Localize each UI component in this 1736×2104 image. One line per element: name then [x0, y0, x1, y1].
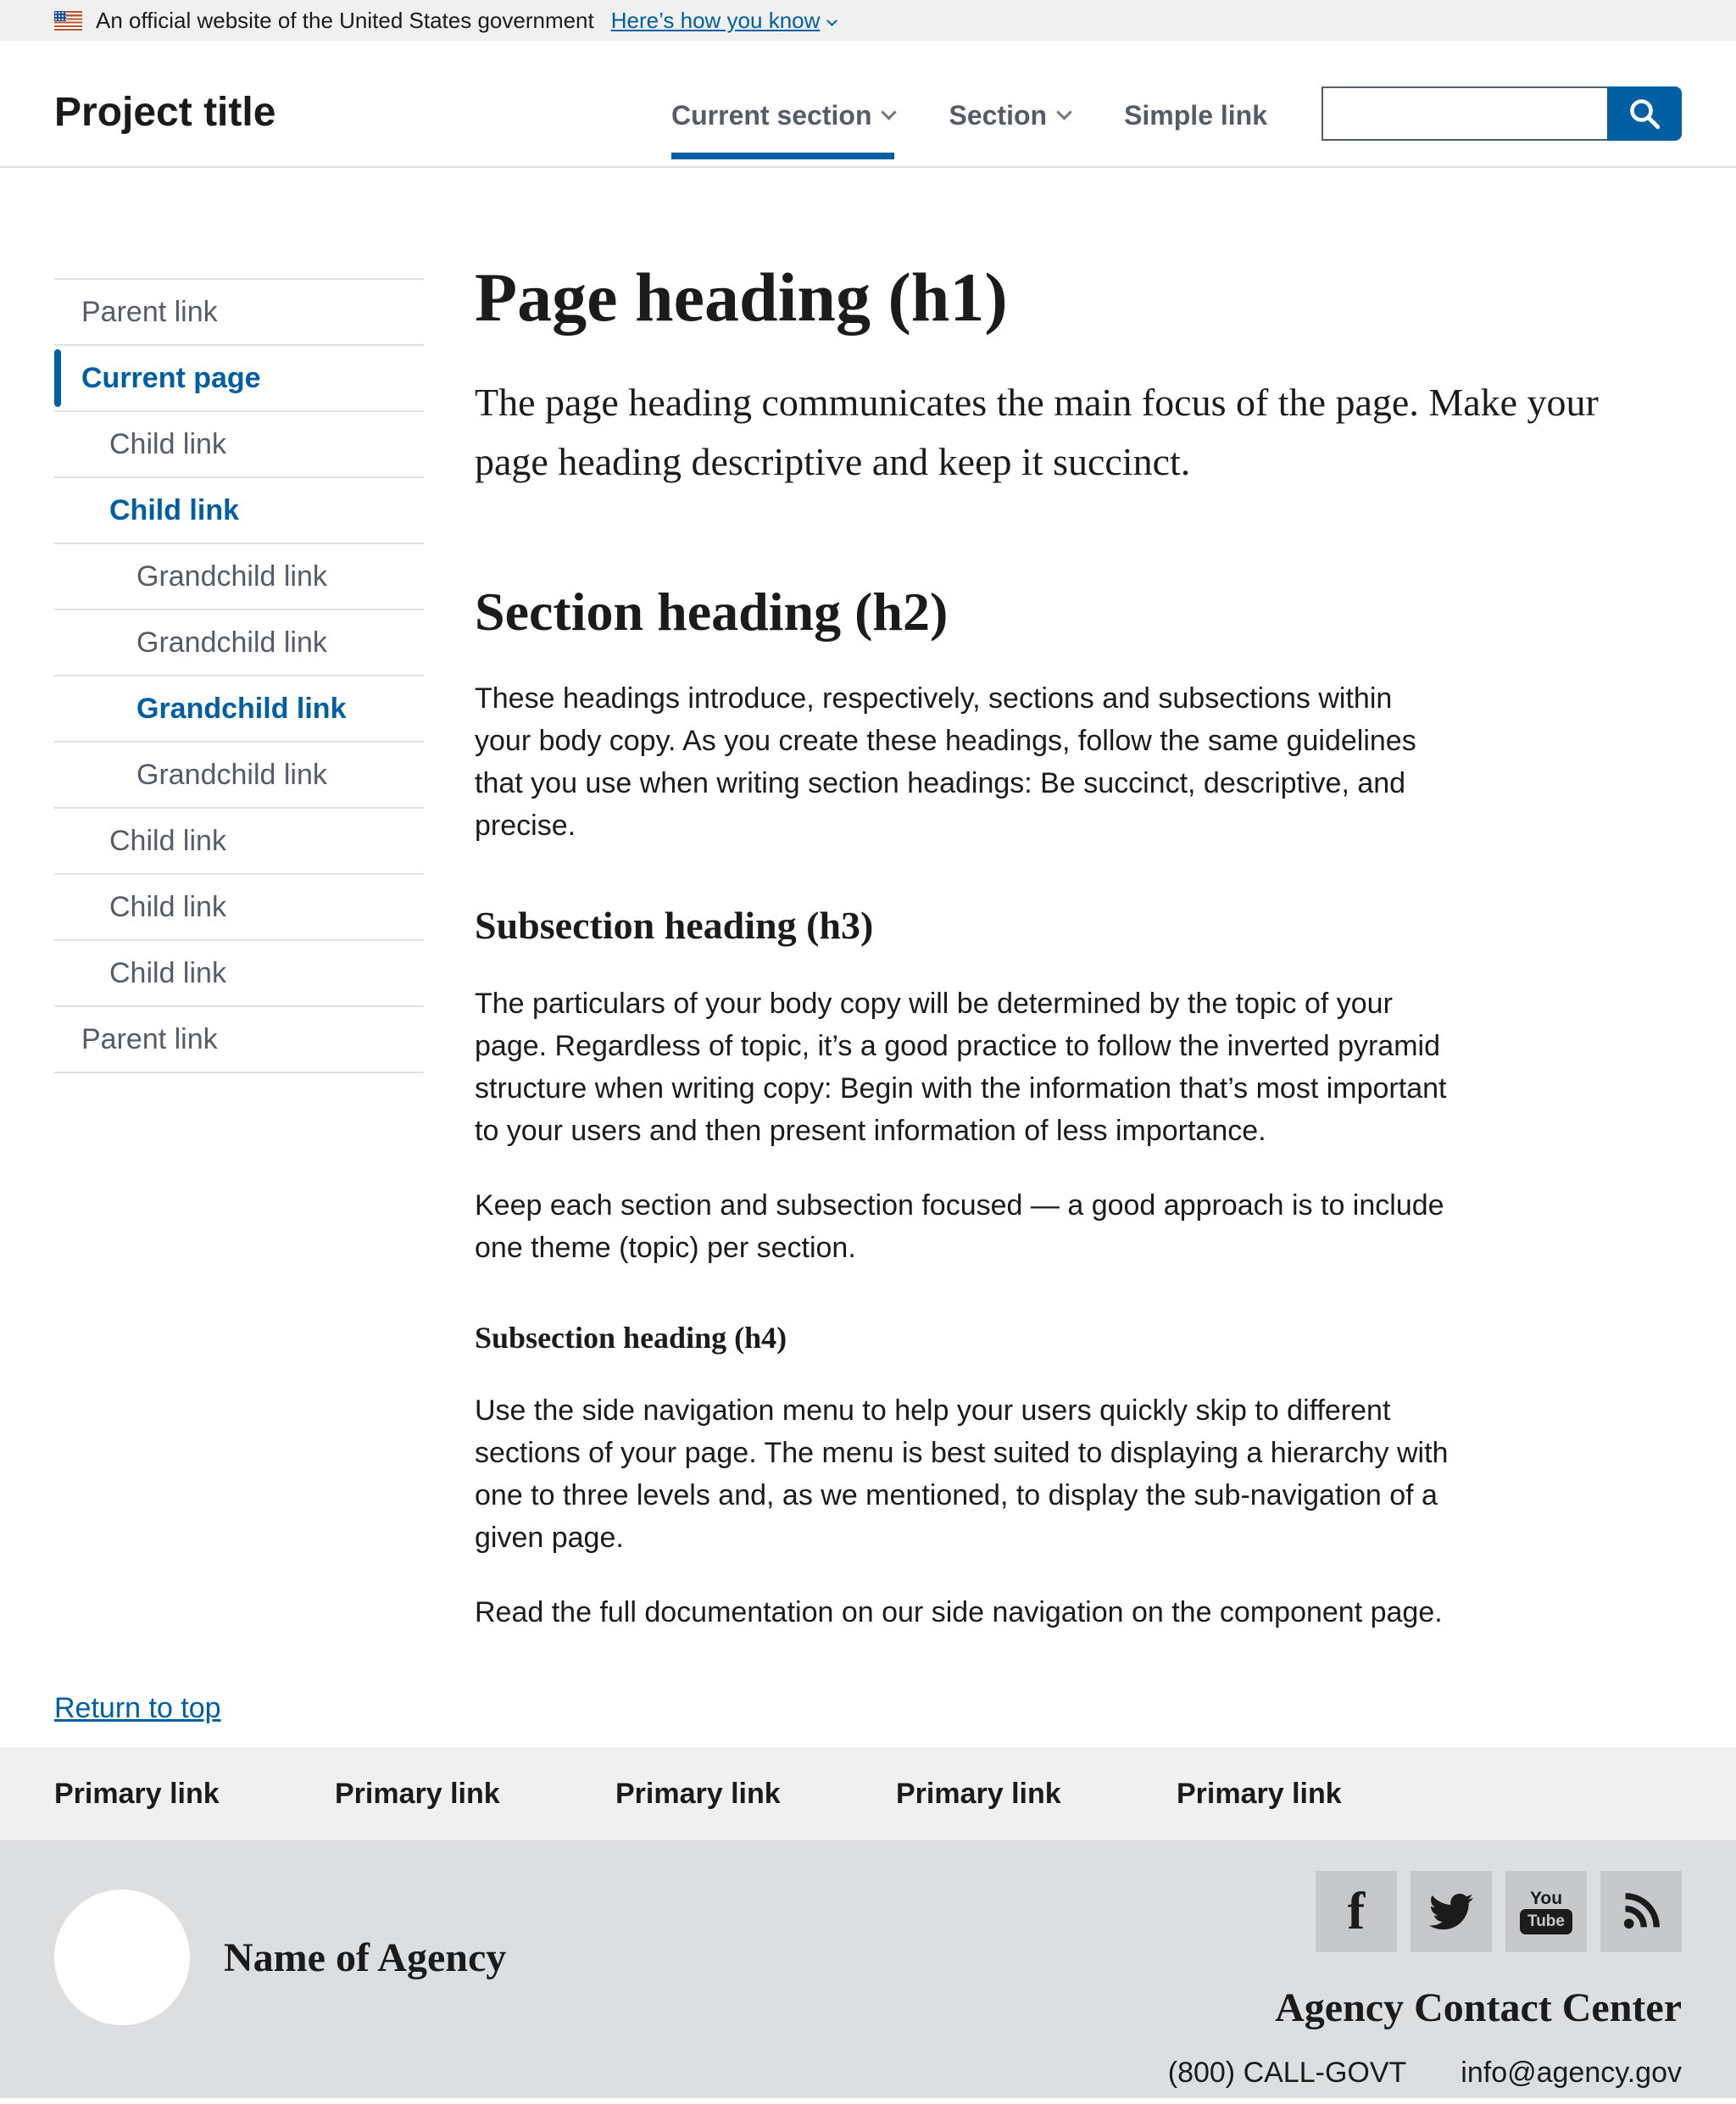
body-paragraph: Read the full documentation on our side navigation on the component page.: [475, 1596, 1443, 1629]
main-content: [475, 168, 1682, 1629]
sidenav-item: [54, 410, 424, 476]
sidenav-link-grandchild[interactable]: Grandchild link: [136, 759, 327, 791]
sidenav-link-parent[interactable]: Parent link: [81, 296, 218, 328]
gov-banner: [0, 0, 1736, 41]
return-to-top-wrap: [54, 1692, 1682, 1725]
chevron-down-icon: [882, 104, 897, 120]
site-footer: [0, 1747, 1736, 2098]
twitter-link[interactable]: [1410, 1871, 1492, 1952]
content-area: [0, 168, 1736, 1629]
youtube-icon: You Tube: [1520, 1890, 1572, 1934]
sidenav-link-child[interactable]: Child link: [109, 825, 226, 857]
search-button[interactable]: [1607, 86, 1682, 141]
nav-item-label: Current section: [671, 99, 872, 131]
youtube-link[interactable]: [1505, 1871, 1587, 1952]
banner-how-you-know-link[interactable]: Here’s how you know: [610, 7, 821, 33]
nav-item-label: Simple link: [1124, 99, 1267, 131]
lead-paragraph: The page heading communicates the main focus of the page. Make your page heading descriptive and keep it succinct.: [475, 381, 1599, 484]
facebook-link[interactable]: [1316, 1871, 1397, 1952]
sidenav-item: [54, 609, 424, 675]
footer-primary-link[interactable]: Primary link: [335, 1777, 500, 1810]
primary-nav: [671, 41, 1321, 166]
sidenav-link-parent[interactable]: Parent link: [81, 1023, 218, 1055]
body-paragraph: These headings introduce, respectively, sections and subsections within your body copy. As you create these headings, follow the same guidelines that you use when writing section headings: Be succinct, descriptive, and precise.: [475, 682, 1416, 843]
sidenav-item: [54, 741, 424, 807]
banner-text: An official website of the United States government: [96, 7, 594, 33]
search-input[interactable]: [1321, 86, 1607, 141]
page-heading-h1: Page heading (h1): [475, 259, 1008, 336]
contact-row: [1168, 2057, 1682, 2090]
sidenav-link-child-active[interactable]: Child link: [109, 494, 239, 526]
sidenav-item: [54, 939, 424, 1005]
return-to-top-link[interactable]: Return to top: [54, 1692, 221, 1724]
social-links: [1316, 1871, 1682, 1952]
nav-item-current-section[interactable]: [671, 64, 894, 166]
sidenav-item: [54, 344, 424, 410]
rss-link[interactable]: [1600, 1871, 1682, 1952]
sidenav-item: [54, 675, 424, 741]
footer-primary-link[interactable]: Primary link: [615, 1777, 781, 1810]
agency-block: [54, 1890, 506, 2025]
side-navigation: [54, 278, 424, 1597]
twitter-icon: [1429, 1890, 1473, 1934]
body-paragraph: Use the side navigation menu to help your users quickly skip to different sections of your page. The menu is best suited to displaying a hierarchy with one to three levels and, as we mentioned, to display the sub-navigation of a given page.: [475, 1394, 1449, 1555]
sidenav-item: [54, 476, 424, 543]
sidenav-item: [54, 543, 424, 609]
contact-email-link[interactable]: info@agency.gov: [1461, 2057, 1682, 2089]
nav-item-section[interactable]: [949, 64, 1070, 166]
sidenav-item: [54, 873, 424, 939]
chevron-down-icon: [1056, 104, 1071, 120]
sidenav-item: [54, 278, 424, 344]
sidenav-link-child[interactable]: Child link: [109, 891, 226, 923]
facebook-icon: f: [1347, 1883, 1366, 1940]
site-header: [0, 41, 1736, 168]
rss-icon: [1619, 1890, 1663, 1934]
subsection-heading-h4: Subsection heading (h4): [475, 1320, 787, 1355]
footer-primary-link[interactable]: Primary link: [896, 1777, 1061, 1810]
footer-primary-nav: [0, 1747, 1736, 1840]
sidenav-link-current-page[interactable]: Current page: [54, 346, 424, 410]
footer-secondary: [0, 1840, 1736, 2098]
agency-logo: [54, 1890, 190, 2025]
nav-item-label: Section: [949, 99, 1048, 131]
sidenav-item: [54, 1005, 424, 1071]
nav-item-simple-link[interactable]: [1124, 64, 1267, 166]
contact-phone-link[interactable]: (800) CALL-GOVT: [1167, 2057, 1407, 2089]
us-flag-icon: [54, 11, 82, 31]
sidenav-link-child[interactable]: Child link: [109, 428, 226, 460]
sidenav-link-grandchild-active[interactable]: Grandchild link: [136, 693, 347, 725]
footer-primary-link[interactable]: Primary link: [54, 1777, 220, 1810]
sidenav-link-child[interactable]: Child link: [109, 957, 226, 989]
subsection-heading-h3: Subsection heading (h3): [475, 904, 874, 948]
sidenav-link-grandchild[interactable]: Grandchild link: [136, 626, 327, 659]
body-paragraph: The particulars of your body copy will be determined by the topic of your page. Regardless of topic, it’s a good practice to follow the inverted pyramid structure when writing copy: Begin with the information that’s most important to your users and then present information of less importance.: [475, 987, 1447, 1147]
footer-primary-link[interactable]: Primary link: [1177, 1777, 1342, 1810]
section-heading-h2: Section heading (h2): [475, 582, 949, 643]
search-form: [1321, 86, 1682, 141]
agency-name: Name of Agency: [224, 1934, 507, 1980]
site-title[interactable]: Project title: [54, 89, 276, 135]
search-icon: [1627, 96, 1662, 131]
contact-heading: Agency Contact Center: [1275, 1985, 1682, 2030]
sidenav-item: [54, 807, 424, 873]
chevron-down-icon: [827, 15, 838, 26]
sidenav-link-grandchild[interactable]: Grandchild link: [136, 560, 327, 593]
header-right: [671, 41, 1682, 166]
contact-block: [1168, 1871, 1682, 2098]
body-paragraph: Keep each section and subsection focused — a good approach is to include one theme (topic) per section.: [475, 1188, 1444, 1264]
